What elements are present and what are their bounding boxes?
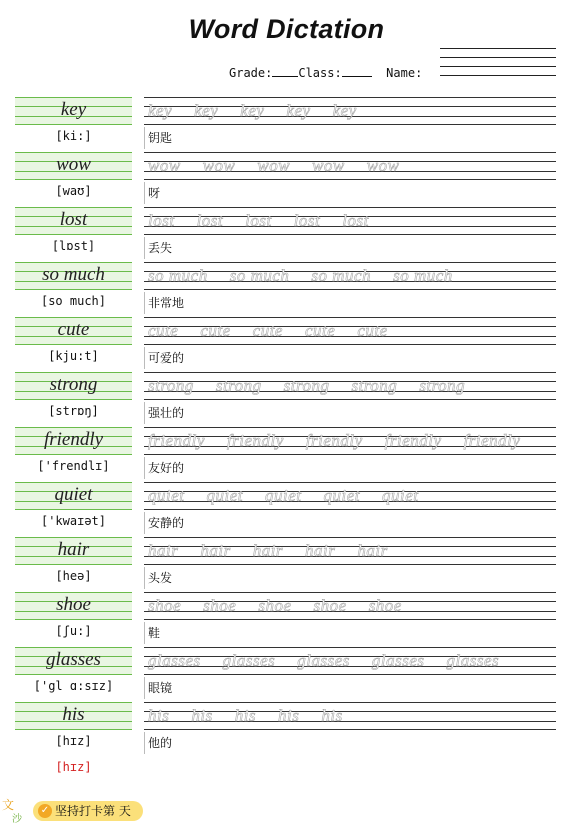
divider	[144, 237, 145, 259]
footer	[0, 795, 573, 827]
writing-lines[interactable]	[144, 482, 556, 510]
trace-word: glasses	[222, 651, 276, 670]
trace-words	[148, 486, 441, 506]
extra-phonetic: [hɪz]	[55, 760, 92, 774]
trace-words	[148, 541, 410, 561]
trace-word: hair	[148, 541, 179, 560]
word-row	[0, 207, 573, 262]
trace-words	[148, 376, 487, 396]
trace-word: lost	[342, 211, 369, 230]
trace-word: so much	[311, 266, 372, 285]
class-label: Class:	[298, 66, 342, 80]
writing-lines[interactable]	[144, 647, 556, 675]
trace-word: lost	[148, 211, 175, 230]
brand-logo-icon	[0, 795, 28, 825]
svg-text:文: 文	[2, 798, 15, 812]
trace-word: shoe	[313, 596, 347, 615]
word-row	[0, 702, 573, 757]
divider	[144, 127, 145, 149]
writing-lines[interactable]	[144, 427, 556, 455]
phonetic: [heə]	[55, 569, 92, 583]
name-label: Name:	[386, 66, 423, 80]
trace-word: friendly	[226, 431, 284, 450]
trace-word: quiet	[323, 486, 360, 505]
trace-word: his	[234, 706, 257, 725]
checkin-badge	[33, 801, 143, 821]
writing-lines[interactable]	[144, 372, 556, 400]
trace-word: wow	[148, 156, 181, 175]
check-icon: ✓	[38, 804, 52, 818]
trace-word: strong	[419, 376, 466, 395]
trace-words	[148, 706, 365, 726]
word-box	[15, 97, 132, 125]
writing-lines[interactable]	[144, 97, 556, 125]
trace-word: quiet	[148, 486, 185, 505]
word-box	[15, 427, 132, 455]
word-box	[15, 702, 132, 730]
trace-word: cute	[304, 321, 336, 340]
meaning: 钥匙	[148, 131, 173, 145]
trace-words	[148, 266, 475, 286]
trace-word: lost	[293, 211, 321, 230]
divider	[144, 512, 145, 534]
trace-word: hair	[357, 541, 388, 560]
trace-word: strong	[148, 376, 194, 395]
word-box	[15, 207, 132, 235]
trace-word: so much	[229, 266, 290, 285]
trace-word: hair	[252, 541, 284, 560]
trace-words	[148, 321, 410, 341]
trace-word: hair	[200, 541, 231, 560]
grade-field[interactable]	[272, 66, 298, 77]
word-text: wow	[56, 154, 91, 175]
word-box	[15, 372, 132, 400]
trace-words	[148, 101, 379, 121]
writing-lines[interactable]	[144, 537, 556, 565]
phonetic: [waʊ]	[55, 184, 92, 198]
trace-word: quiet	[382, 486, 419, 505]
trace-word: key	[240, 101, 265, 120]
trace-word: wow	[312, 156, 345, 175]
word-text: shoe	[56, 594, 91, 615]
meaning: 可爱的	[148, 351, 185, 365]
phonetic: [so much]	[40, 294, 107, 308]
trace-word: glasses	[371, 651, 425, 670]
word-box	[15, 647, 132, 675]
trace-word: quiet	[265, 486, 302, 505]
trace-word: glasses	[297, 651, 350, 670]
phonetic: ['frendlɪ]	[37, 459, 110, 473]
phonetic: [lɒst]	[51, 239, 96, 253]
divider	[144, 402, 145, 424]
word-row	[0, 427, 573, 482]
checkin-text: 坚持打卡第 天	[55, 804, 131, 818]
trace-words	[148, 651, 521, 671]
trace-word: cute	[200, 321, 231, 340]
word-text: lost	[59, 209, 88, 230]
word-row	[0, 262, 573, 317]
trace-words	[148, 211, 391, 231]
trace-word: glasses	[148, 651, 201, 670]
class-field[interactable]	[342, 66, 372, 77]
writing-lines[interactable]	[144, 592, 556, 620]
meaning: 安静的	[148, 516, 185, 530]
trace-words	[148, 431, 542, 451]
word-text: key	[60, 99, 87, 120]
phonetic: ['gl ɑ:sɪz]	[33, 679, 114, 693]
trace-word: so much	[148, 266, 208, 285]
trace-word: key	[148, 101, 173, 120]
divider	[144, 182, 145, 204]
trace-word: cute	[252, 321, 283, 340]
trace-word: key	[332, 101, 357, 120]
trace-word: his	[321, 706, 343, 725]
divider	[144, 732, 145, 754]
meaning: 友好的	[148, 461, 185, 475]
student-info	[229, 66, 422, 80]
word-box	[15, 262, 132, 290]
trace-word: shoe	[258, 596, 292, 615]
trace-word: friendly	[148, 431, 205, 450]
meaning: 非常地	[148, 296, 185, 310]
trace-word: cute	[148, 321, 179, 340]
trace-word: lost	[245, 211, 272, 230]
trace-word: cute	[357, 321, 388, 340]
word-text: his	[62, 704, 85, 725]
trace-word: key	[194, 101, 219, 120]
word-box	[15, 537, 132, 565]
meaning: 头发	[148, 571, 173, 585]
divider	[144, 622, 145, 644]
trace-word: key	[286, 101, 311, 120]
word-text: hair	[57, 539, 90, 560]
word-box	[15, 152, 132, 180]
trace-word: shoe	[148, 596, 182, 615]
word-text: so much	[42, 264, 105, 285]
trace-word: wow	[257, 156, 291, 175]
writing-lines[interactable]	[144, 317, 556, 345]
trace-word: hair	[305, 541, 336, 560]
divider	[144, 292, 145, 314]
divider	[144, 677, 145, 699]
trace-word: friendly	[384, 431, 442, 450]
word-row	[0, 647, 573, 702]
trace-word: his	[148, 706, 170, 725]
word-box	[15, 482, 132, 510]
word-row	[0, 482, 573, 537]
trace-word: strong	[351, 376, 398, 395]
trace-word: strong	[215, 376, 262, 395]
meaning: 眼镜	[148, 681, 173, 695]
word-box	[15, 592, 132, 620]
trace-word: glasses	[446, 651, 500, 670]
trace-words	[148, 596, 424, 616]
word-text: glasses	[46, 649, 101, 670]
word-text: strong	[49, 374, 98, 395]
word-text: friendly	[43, 429, 104, 450]
phonetic: [hɪz]	[55, 734, 92, 748]
word-row	[0, 592, 573, 647]
trace-word: wow	[366, 156, 400, 175]
phonetic: [kju:t]	[48, 349, 99, 363]
word-row	[0, 152, 573, 207]
trace-word: shoe	[368, 596, 402, 615]
svg-text:沙: 沙	[12, 814, 22, 825]
page-title: Word Dictation	[188, 14, 385, 44]
meaning: 丢失	[148, 241, 173, 255]
word-text: cute	[57, 319, 90, 340]
phonetic: [ʃu:]	[55, 624, 92, 638]
trace-word: friendly	[305, 431, 363, 450]
word-box	[15, 317, 132, 345]
writing-lines[interactable]	[144, 702, 556, 730]
phonetic: [strɒŋ]	[48, 404, 99, 418]
meaning: 呀	[148, 186, 161, 200]
word-row	[0, 372, 573, 427]
trace-word: friendly	[463, 431, 521, 450]
trace-word: quiet	[206, 486, 243, 505]
meaning: 他的	[148, 736, 173, 750]
meaning: 强壮的	[148, 406, 185, 420]
trace-word: his	[191, 706, 213, 725]
writing-lines[interactable]	[144, 262, 556, 290]
divider	[144, 567, 145, 589]
meaning: 鞋	[148, 626, 161, 640]
phonetic: ['kwaɪət]	[40, 514, 107, 528]
grade-label: Grade:	[229, 66, 273, 80]
trace-word: strong	[283, 376, 330, 395]
writing-lines[interactable]	[144, 152, 556, 180]
trace-words	[148, 156, 421, 176]
phonetic: [ki:]	[55, 129, 92, 143]
trace-word: his	[278, 706, 300, 725]
word-row	[0, 537, 573, 592]
trace-word: wow	[202, 156, 236, 175]
divider	[144, 347, 145, 369]
trace-word: lost	[196, 211, 224, 230]
trace-word: shoe	[203, 596, 237, 615]
writing-lines[interactable]	[144, 207, 556, 235]
trace-word: so much	[393, 266, 453, 285]
word-text: quiet	[54, 484, 93, 505]
word-row	[0, 97, 573, 152]
name-writing-lines[interactable]	[440, 48, 556, 84]
divider	[144, 457, 145, 479]
word-row	[0, 317, 573, 372]
